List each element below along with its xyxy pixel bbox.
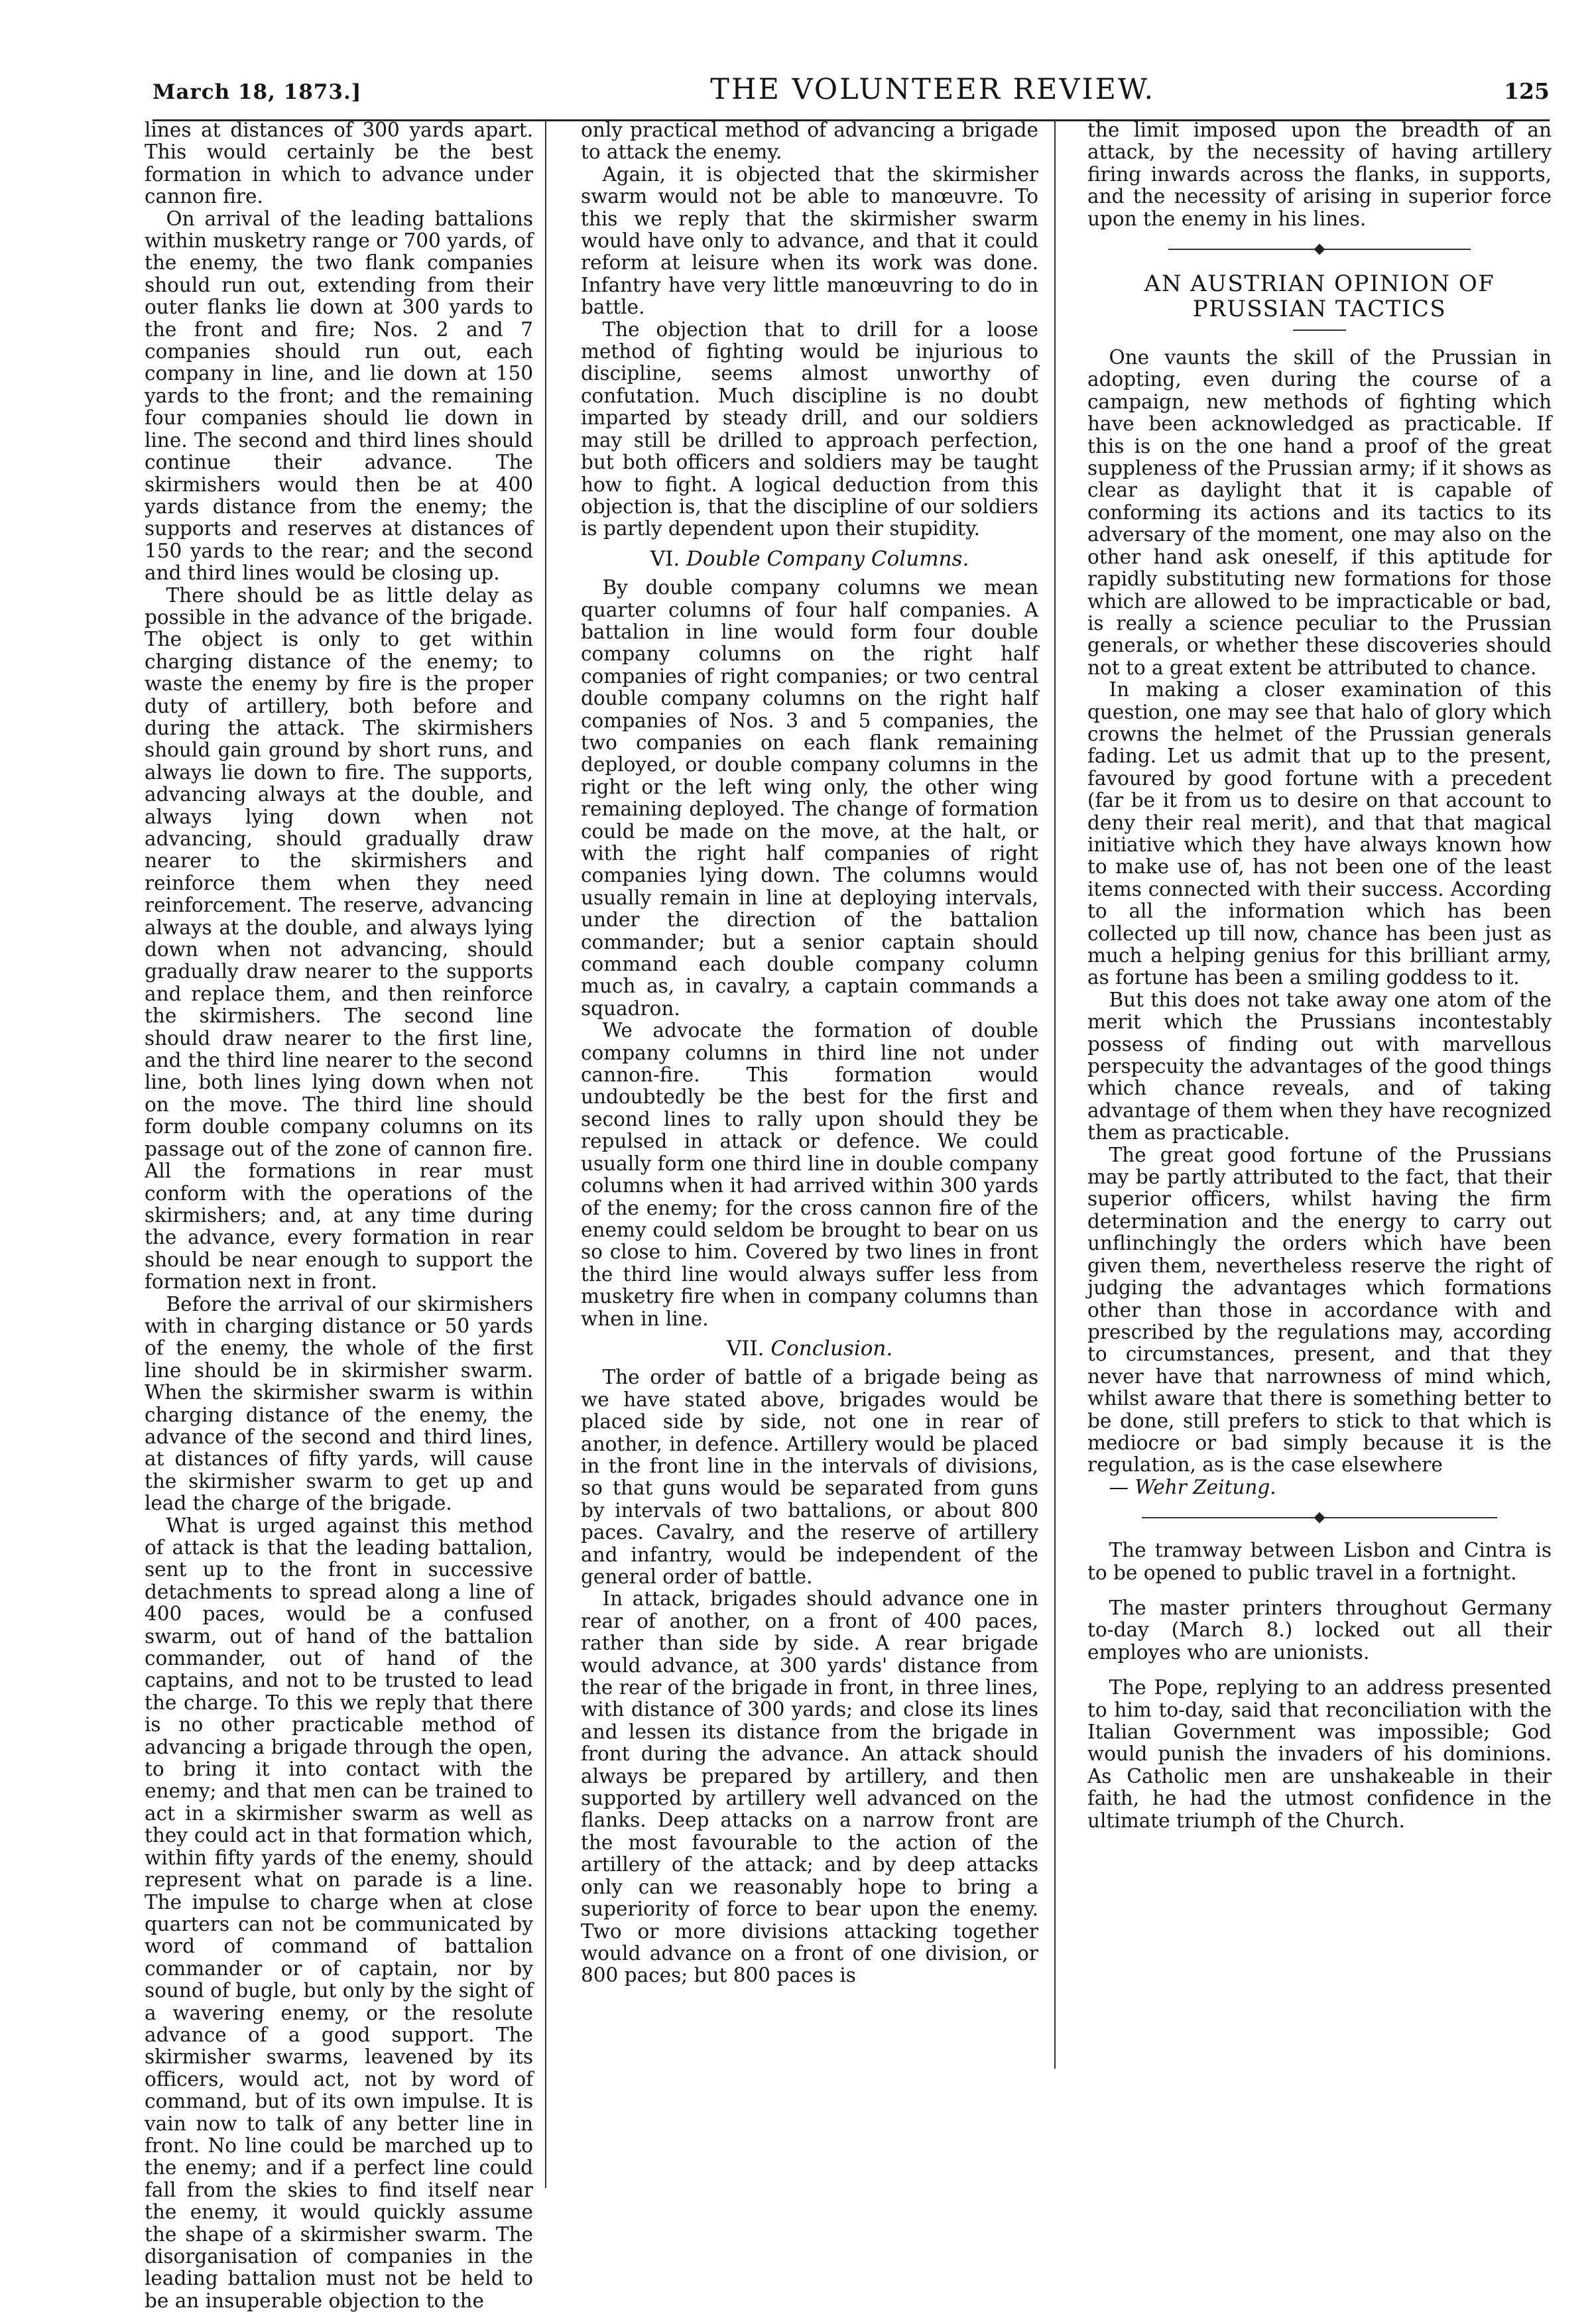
section-heading-double-company-columns [581,548,1038,570]
paragraph: Before the arrival of our skirmishers with in charging distance or 50 yards of the enemy, the whole of the first line should be in skirmisher swarm. When the skirmisher swarm is within charging distance of the enemy, the advance of the second and third lines, at distances of fifty yards, will cause the skirmisher swarm to get up and lead the charge of the brigade. [145,1292,533,1515]
section-title: Conclusion. [770,1336,893,1361]
header-title: THE VOLUNTEER REVIEW. [710,73,1156,106]
paragraph: There should be as little delay as possible in the advance of the brigade. The object is only to get within charging distance of the enemy; to waste the enemy by fire is the proper duty of artillery, both before and during the attack. The skirmishers should gain ground by short runs, and always lie down to fire. The supports, advancing always at the double, and always lying down when not advancing, should gradually draw nearer to the skirmishers and reinforce them when they need reinforcement. The reserve, advancing always at the double, and always lying down when not advancing, should gradually draw nearer to the supports and replace them, and then reinforce the skirmishers. The second line should draw nearer to the first line, and the third line nearer to the second line, both lines lying down when not on the move. The third line should form double company columns on its passage out of the zone of cannon fire. All the formations in rear must conform with the operations of the skirmishers; and, at any time during the advance, every formation in rear should be near enough to support the formation next in front. [145,583,533,1294]
paragraph: The order of battle of a brigade being as we have stated above, brigades would be placed side by side, not one in rear of another, in defence. Artillery would be placed in the front line in the intervals of divisions, so that guns would be separated from guns by intervals of two battalions, or about 800 paces. Cavalry, and the reserve of artillery and infantry, would be independent of the general order of battle. [581,1366,1038,1588]
page-number: 125 [1504,78,1550,104]
title-rule [1293,330,1346,331]
paragraph: One vaunts the skill of the Prussian in adopting, even during the course of a campaign, new methods of fighting which have been acknowledged as practicable. If this is on the one hand a proof of the great suppleness of the Prussian army; if it shows as clear as daylight that it is capable of conforming its actions and its tactics to its adversary of the moment, one may also on the other hand ask oneself, if this aptitude for rapidly substituting new formations for those which are allowed to be impracticable or bad, is really a science peculiar to the Prussian generals, or whether these discoveries should not to a great extent be attributed to chance. [1087,346,1552,679]
paragraph: We advocate the formation of double company columns in third line not under cannon-fire. This formation would undoubtedly be the best for the first and second lines to rally upon should they be repulsed in attack or defence. We could usually form one third line in double company columns when it had arrived within 300 yards of the enemy; for the cross cannon fire of the enemy could seldom be brought to bear on us so close to him. Covered by two lines in front the third line would always suffer less from musketry fire when in company columns than when in line. [581,1019,1038,1330]
article-title: AN AUSTRIAN OPINION OF PRUSSIAN TACTICS [1144,271,1495,323]
paragraph: lines at distances of 300 yards apart. This would certainly be the best formation in which to advance under cannon fire. [145,119,533,208]
paragraph: The objection that to drill for a loose method of fighting would be injurious to discipline, seems almost unworthy of confutation. Much discipline is no doubt imparted by steady drill, and our soldiers may still be drilled to approach perfection, but both officers and soldiers may be taught how to fight. A logical deduction from this objection is, that the discipline of our soldiers is partly dependent upon their stupidity. [581,318,1038,540]
signature: — Wehr Zeitung. [1109,1475,1276,1498]
page-header [153,73,1550,121]
paragraph: The great good fortune of the Prussians may be partly attributed to the fact, that their superior officers, whilst having the firm determination and the energy to carry out unflinchingly the orders which have been given them, nevertheless reserve the right of judging the advantages which formations other than those in accordance with and prescribed by the regulations may, according to circumstances, present, and that they never have that narrowness of mind which, whilst aware that there is something better to be done, still prefers to stick to that which is mediocre or bad simply because it is the regulation, as is the case elsewhere [1087,1143,1552,1477]
paragraph: What is urged against this method of attack is that the leading battalion, sent up to the front in successive detachments to spread along a line of 400 paces, would be a confused swarm, out of hand of the battalion commander, out of hand of the captains, and not to be trusted to lead the charge. To this we reply that there is no other practicable method of advancing a brigade through the open, to bring it into contact with the enemy; and that men can be trained to act in a skirmisher swarm as well as they could act in that formation which, within fifty yards of the enemy, should represent what on parade is a line. The impulse to charge when at close quarters can not be communicated by word of command of battalion commander or of captain, nor by sound of bugle, but only by the sight of a wavering enemy, or the resolute advance of a good support. The skirmisher swarms, leavened by its officers, would act, not by word of command, but of its own impulse. It is vain now to talk of any better line in front. No line could be marched up to the enemy; and if a perfect line could fall from the skies to find itself near the enemy, it would quickly assume the shape of a skirmisher swarm. The disorganisation of companies in the leading battalion must not be held to be an insuperable objection to the [145,1514,533,2312]
news-item: The master printers throughout Germany to-day (March 8.) locked out all their employes who are unionists. [1087,1596,1552,1664]
paragraph: But this does not take away one atom of the merit which the Prussians incontestably possess of finding out with marvellous perspecuity the advantages of the good things which chance reveals, and of taking advantage of them when they have recognized them as practicable. [1087,988,1552,1144]
section-heading-conclusion [581,1338,1038,1360]
news-item: The Pope, replying to an address presented to him to-day, said that reconciliation with the Italian Government was impossible; God would punish the invaders of his dominions. As Catholic men are unshakeable in their faith, he had the utmost confidence in the ultimate triumph of the Church. [1087,1676,1552,1832]
news-item: The tramway between Lisbon and Cintra is to be opened to public travel in a fortnight. [1087,1539,1552,1584]
section-separator [1087,242,1552,257]
section-title: Double Company Columns. [686,546,969,571]
column-rule-2 [1054,119,1056,2069]
paragraph: only practical method of advancing a brigade to attack the enemy. [581,119,1038,164]
paragraph: By double company columns we mean quarter columns of four half companies. A battalion in line would form four double company columns on the right half companies of right companies; or two central double company columns on the right half companies of Nos. 3 and 5 companies, the two companies on each flank remaining deployed, or double company columns in the right or the left wing only, the other wing remaining deployed. The change of formation could be made on the move, at the halt, or with the right half companies of right companies lying down. The columns would usually remain in line at deploying intervals, under the direction of the battalion commander; but a senior captain should command each double company column much as, in cavalry, a captain commands a squadron. [581,576,1038,1020]
section-number: VI. [650,546,680,571]
column-3 [1087,119,1552,2022]
paragraph: Again, it is objected that the skirmisher swarm would not be able to manœuvre. To this we reply that the skirmisher swarm would have only to advance, and that it could reform at leisure when its work was done. Infantry have very little manœuvring to do in battle. [581,162,1038,319]
column-rule-1 [545,119,546,2188]
section-separator [1087,1510,1552,1525]
paragraph: In attack, brigades should advance one in rear of another, on a front of 400 paces, rather than side by side. A rear brigade would advance, at 300 yards' distance from the rear of the brigade in front, in three lines, with distance of 300 yards; and close its lines and lessen its distance from the brigade in front during the advance. An attack should always be prepared by artillery, and then supported by artillery well advanced on the flanks. Deep attacks on a narrow front are the most favourable to the action of the artillery of the attack; and by deep attacks only can we reasonably hope to bring a superiority of force to bear upon the enemy. Two or more divisions attacking together would advance on a front of one division, or 800 paces; but 800 paces is [581,1587,1038,1987]
paragraph: In making a closer examination of this question, one may see that halo of glory which crowns the helmet of the Prussian generals fading. Let us admit that up to the present, favoured by good fortune with a precedent (far be it from us to desire on that account to deny their real merit), and that that magical initiative which they have always known how to make use of, has not been one of the least items connected with their success. According to all the information which has been collected up till now, chance has been just as much a helping genius for this brilliant army, as fortune has been a smiling goddess to it. [1087,678,1552,989]
paragraph: the limit imposed upon the breadth of an attack, by the necessity of having artillery firing inwards across the flanks, in supports, and the necessity of arising in superior force upon the enemy in his lines. [1087,119,1552,230]
section-number: VII. [726,1336,765,1361]
column-2 [581,119,1038,2188]
header-date: March 18, 1873.] [153,80,362,104]
column-1 [145,119,533,2312]
paragraph: On arrival of the leading battalions within musketry range or 700 yards, of the enemy, the two flank companies should run out, extending from their outer flanks lie down at 300 yards to the front and fire; Nos. 2 and 7 companies should run out, each company in line, and lie down at 150 yards to the front; and the remaining four companies should lie down in line. The second and third lines should continue their advance. The skirmishers would then be at 400 yards distance from the enemy; the supports and reserves at distances of 150 yards to the rear; and the second and third lines would be closing up. [145,207,533,585]
